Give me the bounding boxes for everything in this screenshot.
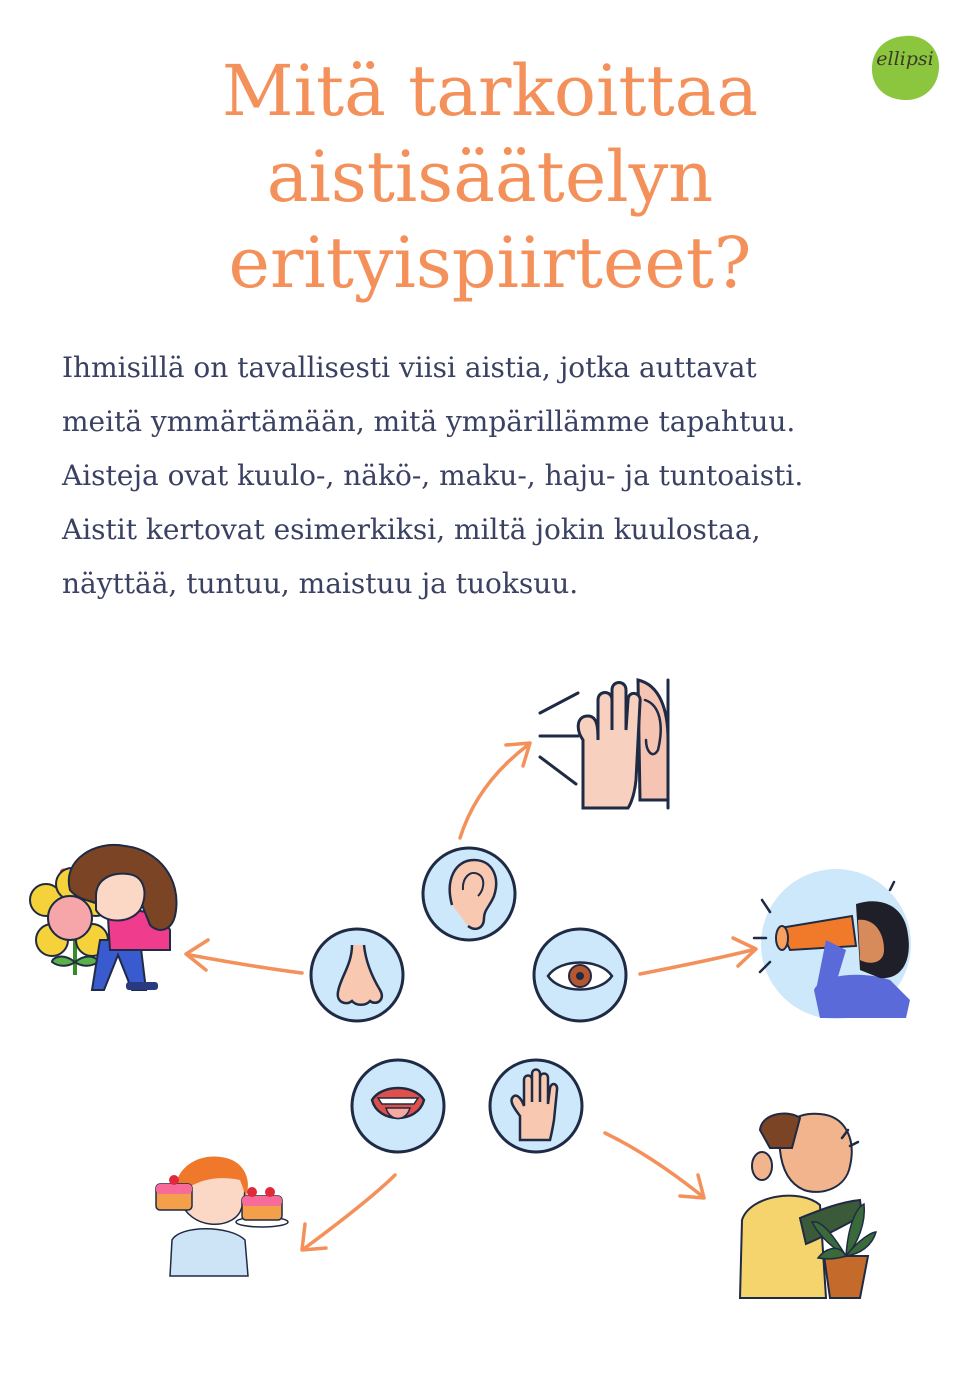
title-line: Mitä tarkoittaa — [221, 50, 759, 132]
intro-line: Ihmisillä on tavallisesti viisi aistia, jotka auttavat — [62, 351, 757, 384]
eye-icon — [534, 929, 626, 1021]
hand-cupped-ear-illustration — [540, 680, 668, 808]
intro-line: Aistit kertovat esimerkiksi, miltä jokin kuulostaa, — [62, 513, 761, 546]
arrow-to-hearing — [460, 743, 530, 838]
mouth-icon — [352, 1060, 444, 1152]
ear-icon — [423, 848, 515, 940]
woman-with-binoculars-illustration — [754, 869, 911, 1019]
girl-smelling-flower-illustration — [30, 845, 177, 990]
logo-text: ellipsi — [876, 48, 934, 70]
arrow-to-touch — [605, 1133, 704, 1198]
nose-icon — [311, 929, 403, 1021]
arrow-to-sight — [640, 938, 756, 974]
title-line: aistisäätelyn — [266, 136, 714, 218]
intro-line: Aisteja ovat kuulo-, näkö-, maku-, haju- ja tuntoaisti. — [62, 459, 804, 492]
title-line: erityispiirteet? — [228, 222, 752, 304]
intro-line: meitä ymmärtämään, mitä ympärillämme tapahtuu. — [62, 405, 796, 438]
boy-eating-cake-illustration — [156, 1157, 288, 1276]
hand-icon — [490, 1060, 582, 1152]
arrow-to-smell — [186, 940, 302, 973]
arrow-to-taste — [302, 1175, 395, 1250]
boy-touching-plant-illustration — [740, 1114, 876, 1298]
intro-line: näyttää, tuntuu, maistuu ja tuoksuu. — [62, 567, 579, 600]
